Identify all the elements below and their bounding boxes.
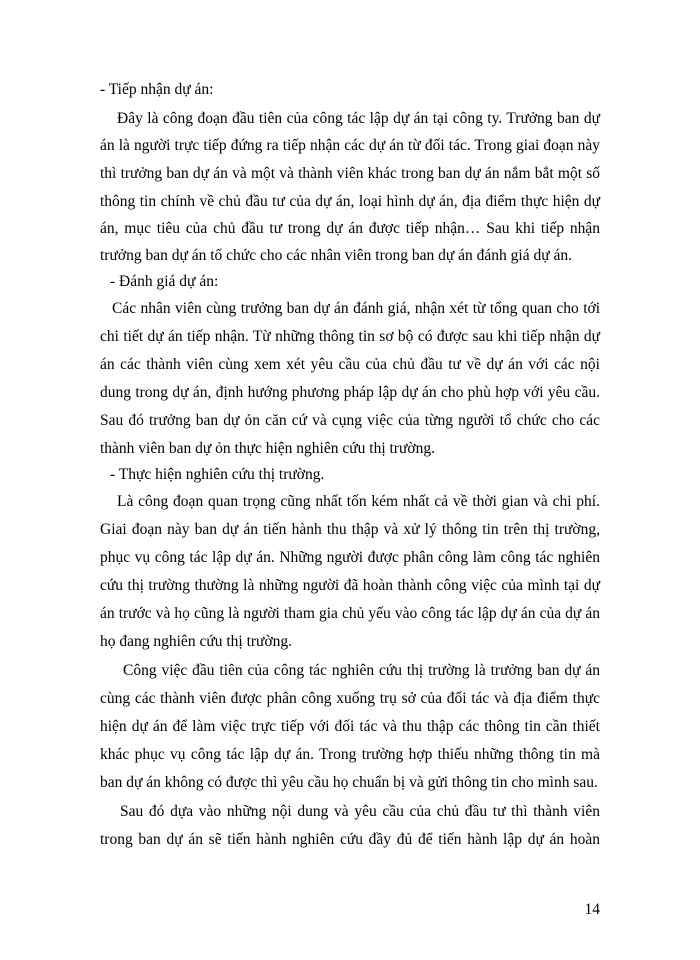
paragraph-line: án trước và họ cũng là người tham gia chủ yếu vào công tác lập dự án của dự án xyxy=(100,605,600,622)
paragraph-line: thông tin chính về chủ đầu tư của dự án, loại hình dự án, địa điểm thực hiện dự xyxy=(100,193,600,210)
paragraph-line: Đây là công đoạn đầu tiên của công tác lập dự án tại công ty. Trưởng ban dự xyxy=(117,110,600,127)
page-number: 14 xyxy=(584,901,600,918)
paragraph-line: cùng các thành viên được phân công xuống trụ sở của đối tác và địa điểm thực xyxy=(100,690,600,707)
paragraph-line: Công việc đầu tiên của công tác nghiên cứu thị trường là trưởng ban dự án xyxy=(123,662,600,679)
paragraph-line: thành viên ban dự ỏn thực hiện nghiên cứu thị trường. xyxy=(100,440,435,457)
paragraph-line: Sau đó dựa vào những nội dung và yêu cầu của chủ đầu tư thì thành viên xyxy=(120,803,600,820)
paragraph-line: ban dự án không có được thì yêu cầu họ chuẩn bị và gửi thông tin cho mình sau. xyxy=(100,774,598,791)
paragraph-line: trong ban dự án sẽ tiến hành nghiên cứu đầy đủ để tiến hành lập dự án hoàn xyxy=(100,831,600,848)
paragraph-line: án là người trực tiếp đứng ra tiếp nhận các dự án từ đối tác. Trong giai đoạn này xyxy=(100,137,600,154)
paragraph-line: hiện dự án để làm việc trực tiếp với đối tác và thu thập các thông tin cần thiết xyxy=(100,718,600,735)
paragraph-line: án các thành viên cùng xem xét yêu cầu của chủ đầu tư về dự án với các nội xyxy=(100,356,600,373)
paragraph-line: chi tiết dự án tiếp nhận. Từ những thông tin sơ bộ có được sau khi tiếp nhận dự xyxy=(100,328,600,345)
paragraph-line: dung trong dự án, định hướng phương pháp lập dự án cho phù hợp với yêu cầu. xyxy=(100,384,600,401)
paragraph-line: Sau đó trưởng ban dự ỏn căn cứ và cụng việc của từng người tổ chức cho các xyxy=(100,412,600,429)
paragraph-line: Là công đoạn quan trọng cũng nhất tốn kém nhất cả về thời gian và chi phí. xyxy=(117,493,600,510)
paragraph-line: thì trưởng ban dự án và một và thành viên khác trong ban dự án nắm bắt một số xyxy=(100,165,600,182)
paragraph-line: phục vụ công tác lập dự án. Những người được phân công làm công tác nghiên xyxy=(100,549,600,566)
paragraph-line: khác phục vụ công tác lập dự án. Trong trường hợp thiếu những thông tin mà xyxy=(100,746,600,763)
paragraph-line: Các nhân viên cùng trưởng ban dự án đánh giá, nhận xét từ tổng quan cho tới xyxy=(112,300,600,317)
paragraph-line: trưởng ban dự án tổ chức cho các nhân viên trong ban dự án đánh giá dự án. xyxy=(100,247,573,264)
heading-nghien-cuu: - Thực hiện nghiên cứu thị trường. xyxy=(110,466,325,483)
heading-danh-gia: - Đánh giá dự án: xyxy=(110,273,219,290)
paragraph-line: Giai đoạn này ban dự án tiến hành thu thập và xử lý thông tin trên thị trường, xyxy=(100,521,600,538)
heading-tiep-nhan: - Tiếp nhận dự án: xyxy=(100,81,214,98)
paragraph-line: họ đang nghiên cứu thị trường. xyxy=(100,633,293,650)
paragraph-line: cứu thị trường thường là những người đã hoàn thành công việc của mình tại dự xyxy=(100,577,600,594)
paragraph-line: án, mục tiêu của chủ đầu tư trong dự án được tiếp nhận… Sau khi tiếp nhận xyxy=(100,220,600,237)
